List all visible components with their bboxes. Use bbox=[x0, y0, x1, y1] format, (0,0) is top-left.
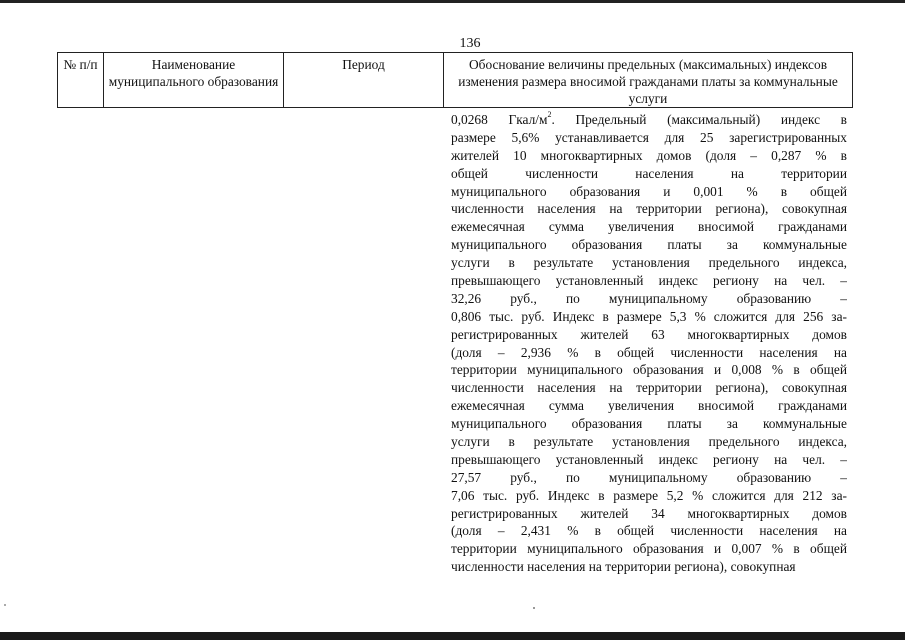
text-line: услуги в результате установления предельного индекса, bbox=[451, 255, 847, 271]
text-line: услуги в результате установления предельного индекса, bbox=[451, 434, 847, 450]
text-line-start: 0,0268 Гкал/м bbox=[451, 112, 548, 127]
superscript: 2 bbox=[547, 111, 552, 119]
text-line: территории муниципального образования и 0,008 % в общей bbox=[451, 362, 847, 378]
text-line: 0,806 тыс. руб. Индекс в размере 5,3 % сложится для 256 за- bbox=[451, 308, 847, 324]
header-cell-justification: Обоснование величины предельных (максимальных) индексов изменения размера вносимой гражданами платы за коммунальные услуги bbox=[444, 53, 853, 108]
text-line: (доля – 2,936 % в общей численности населения на bbox=[451, 344, 847, 360]
bottom-border bbox=[0, 632, 905, 640]
table-header bbox=[57, 52, 853, 108]
text-line: численности населения на территории региона), совокупная bbox=[451, 201, 847, 217]
scan-speck bbox=[533, 607, 535, 609]
text-line: превышающего установленный индекс региону на чел. – bbox=[451, 451, 847, 467]
text-line: жителей 10 многоквартирных домов (доля – 0,287 % в bbox=[451, 147, 847, 163]
text-line: регистрированных жителей 63 многоквартирных домов bbox=[451, 326, 847, 342]
text-line: 27,57 руб., по муниципальному образованию – bbox=[451, 469, 847, 485]
text-line: муниципального образования платы за коммунальные bbox=[451, 237, 847, 253]
scan-speck bbox=[4, 604, 6, 606]
page-number: 136 bbox=[459, 36, 481, 51]
text-line: (доля – 2,431 % в общей численности населения на bbox=[451, 523, 847, 539]
text-line: территории муниципального образования и 0,007 % в общей bbox=[451, 541, 847, 557]
text-line: 7,06 тыс. руб. Индекс в размере 5,2 % сложится для 212 за- bbox=[451, 487, 847, 503]
text-line bbox=[451, 111, 847, 129]
header-cell-number: № п/п bbox=[58, 53, 104, 108]
text-line: численности населения на территории региона), совокупная bbox=[451, 559, 796, 575]
text-line: муниципального образования и 0,001 % в общей bbox=[451, 183, 847, 199]
text-line-rest: . Предельный (максимальный) индекс в bbox=[551, 112, 847, 127]
text-line: численности населения на территории региона), совокупная bbox=[451, 380, 847, 396]
text-line: размере 5,6% устанавливается для 25 зарегистрированных bbox=[451, 129, 847, 145]
text-line: ежемесячная сумма увеличения вносимой гражданами bbox=[451, 398, 847, 414]
text-line: муниципального образования платы за коммунальные bbox=[451, 416, 847, 432]
header-cell-period: Период bbox=[284, 53, 444, 108]
header-cell-municipality: Наименование муниципального образования bbox=[104, 53, 284, 108]
text-line: превышающего установленный индекс региону на чел. – bbox=[451, 273, 847, 289]
text-line: ежемесячная сумма увеличения вносимой гражданами bbox=[451, 219, 847, 235]
text-line: общей численности населения на территории bbox=[451, 165, 847, 181]
justification-text bbox=[451, 111, 847, 576]
text-line: 32,26 руб., по муниципальному образованию – bbox=[451, 290, 847, 306]
text-line: регистрированных жителей 34 многоквартирных домов bbox=[451, 505, 847, 521]
top-border bbox=[0, 0, 905, 3]
